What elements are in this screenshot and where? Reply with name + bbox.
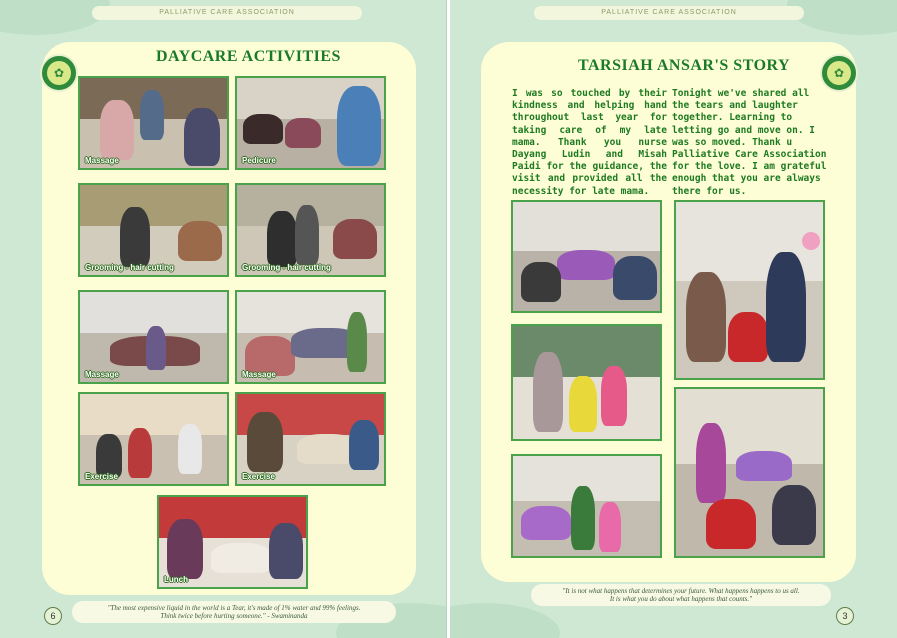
activity-photo [78,183,229,277]
corner-decoration [450,603,560,638]
right-page [450,0,897,638]
event-photo [511,324,662,441]
quote-line: "The most expensive liquid in the world is a Tear, it's made of 1% water and 99% feelings. [107,604,361,612]
left-page [0,0,447,638]
photo-caption: Pedicure [242,156,276,165]
activity-photo [78,290,229,384]
palliative-care-logo-icon: ✿ [40,54,78,92]
activity-photo [235,76,386,170]
activity-photo [157,495,308,589]
quote-line: Think twice before hurting someone." - Swaminanda [160,612,308,620]
photo-caption: Grooming - hair cutting [242,263,331,272]
photo-caption: Exercise [85,472,118,481]
page-header: PALLIATIVE CARE ASSOCIATION [92,6,362,20]
activity-photo [78,76,229,170]
activity-photo [235,183,386,277]
footer-quote [531,587,831,603]
quote-line: It is what you do about what happens that counts." [609,595,753,603]
corner-decoration [787,0,897,35]
event-photo [674,387,825,558]
story-column-2: Tonight we've shared all the tears and laughter together. Learning to letting go and move on. I was so moved. Thank u Palliative Care Association for the love. I am grateful enough that you are always there for us. [672,88,827,197]
photo-caption: Massage [85,370,119,379]
activity-photo [235,290,386,384]
quote-line: "It is not what happens that determines your future. What happens happens to us all. [562,587,800,595]
photo-caption: Grooming - hair cutting [85,263,174,272]
photo-caption: Massage [242,370,276,379]
palliative-care-logo-icon: ✿ [820,54,858,92]
photo-caption: Lunch [164,575,188,584]
activity-photo [235,392,386,486]
event-photo [511,200,662,313]
page-title: DAYCARE ACTIVITIES [156,48,341,65]
event-photo [511,454,662,558]
page-header: PALLIATIVE CARE ASSOCIATION [534,6,804,20]
page-number: 6 [44,607,62,625]
page-title: TARSIAH ANSAR'S STORY [578,57,791,74]
photo-caption: Exercise [242,472,275,481]
photo-caption: Massage [85,156,119,165]
page-number: 3 [836,607,854,625]
story-column-1: I was so touched by their kindness and helping hand throughout last year for taking care of my late mama. Thank you nurse Dayang Ludin and Misah Paidi for the guidance, the visit and provided all the necessity for late mama. [512,88,667,197]
footer-quote [72,604,396,620]
event-photo [674,200,825,380]
activity-photo [78,392,229,486]
